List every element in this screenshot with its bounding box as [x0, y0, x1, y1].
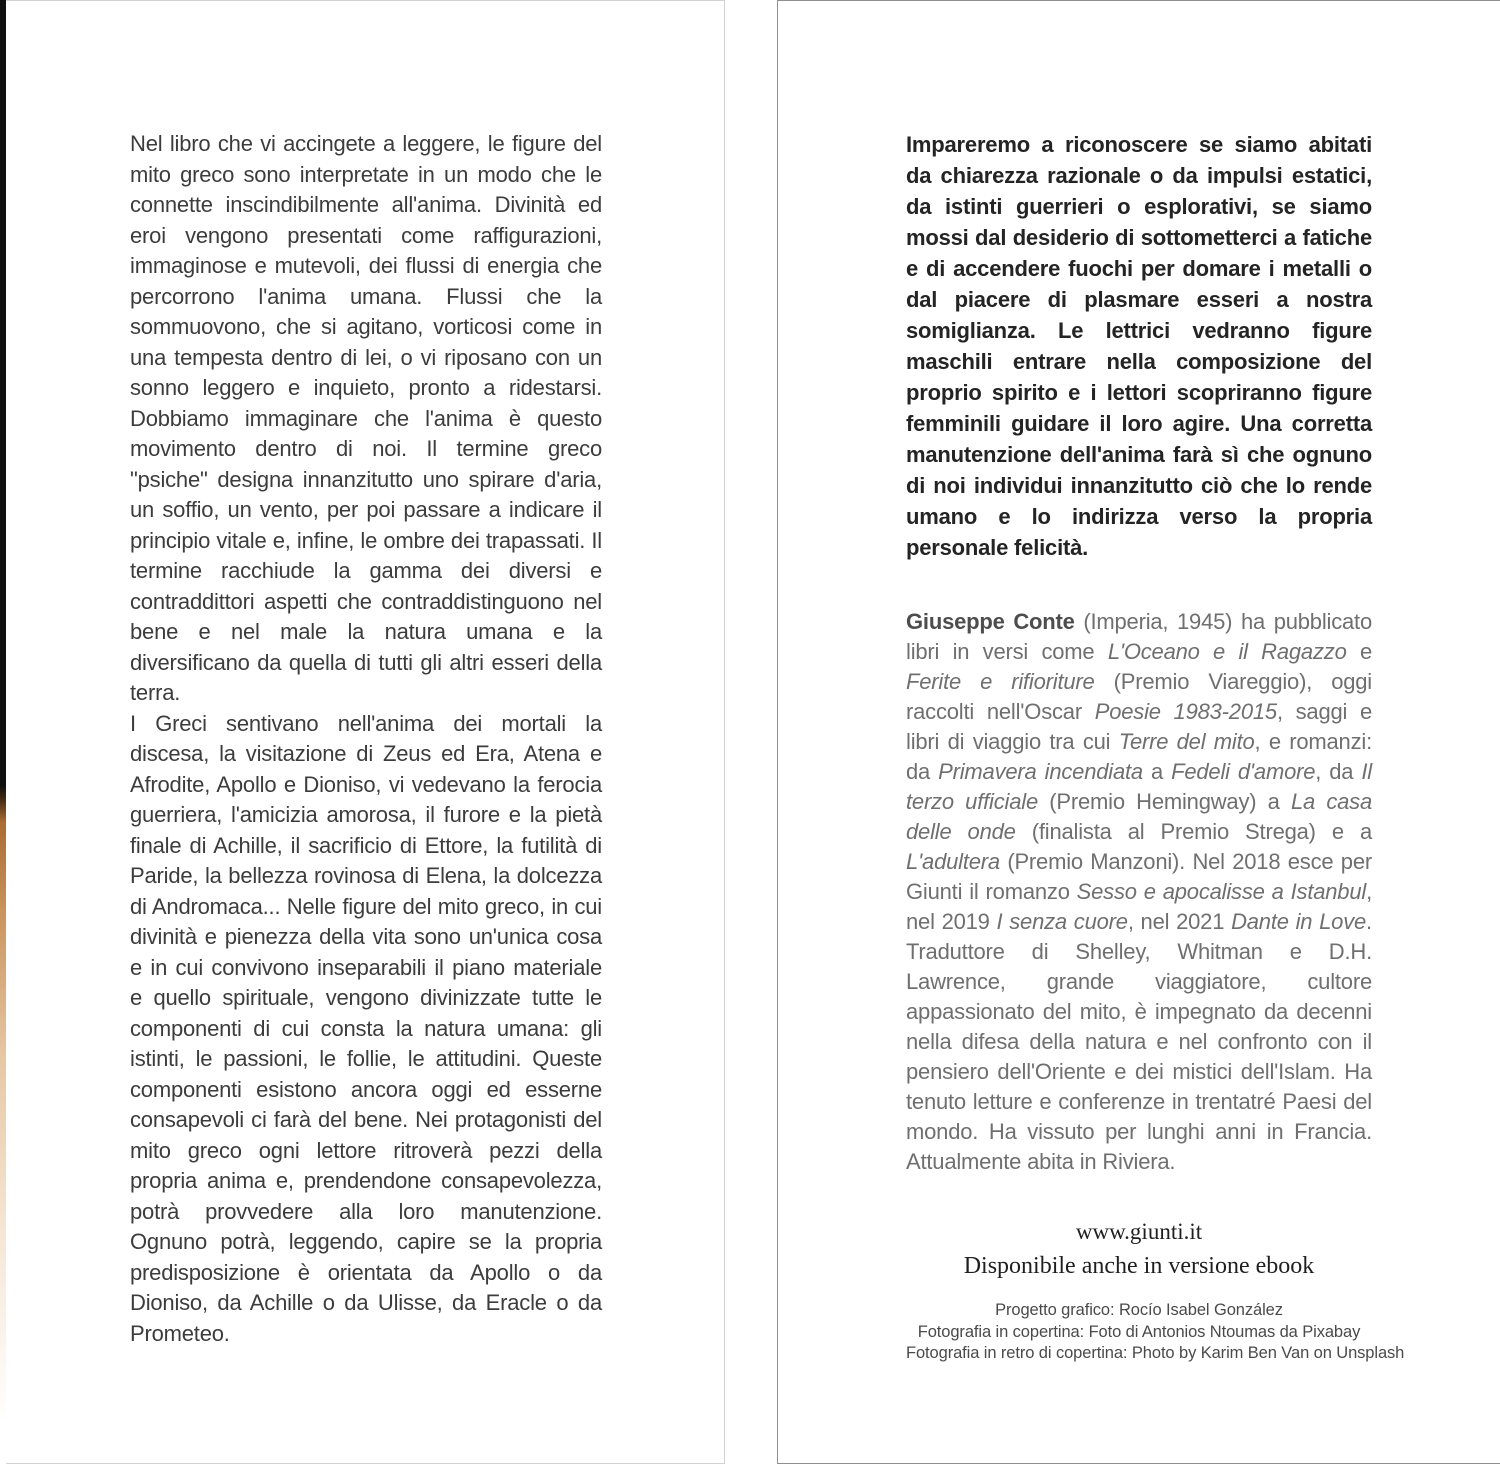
front-flap-paragraph-2: I Greci sentivano nell'anima dei mortali la discesa, la visitazione di Zeus ed Era, Atena e Afrodite, Apollo e Dioniso, vi vedevano la ferocia guerriera, l'amicizia amorosa, il furore e la pietà finale di Achille, il sacrificio di Ettore, la futilità di Paride, la bellezza rovinosa di Elena, la dolcezza di Andromaca... Nelle figure del mito greco, in cui divinità e pienezza della vita sono un'unica cosa e in cui convivono inseparabili il piano materiale e quello spirituale, vengono divinizzate tutte le componenti di cui consta la natura umana: gli istinti, le passioni, le follie, le attitudini. Queste componenti esistono ancora oggi ed esserne consapevoli ci farà del bene. Nei protagonisti del mito greco ogni lettore ritroverà pezzi della propria anima e, prendendone consapevolezza, potrà provvedere alla loro manutenzione. Ognuno potrà, leggendo, capire se la propria predisposizione è orientata da Apollo o da Dioniso, da Achille o da Ulisse, da Eracle o da Prometeo.	[130, 710, 602, 1346]
front-flap-panel	[6, 0, 725, 1464]
back-flap-intro-paragraph: Impareremo a riconoscere se siamo abitati da chiarezza razionale o da impulsi estatici, da istinti guerrieri o esplorativi, se siamo mossi dal desiderio di sottometterci a fatiche e di accendere fuochi per domare i metalli o dal piacere di plasmare esseri a nostra somiglianza. Le lettrici vedranno figure maschili entrare nella composizione del proprio spirito e i lettori scopriranno figure femminili guidare il loro agire. Una corretta manutenzione dell'anima farà sì che ognuno di noi individui innanzitutto ciò che lo rende umano e lo indirizza verso la propria personale felicità.	[906, 132, 1372, 560]
back-flap-panel	[777, 0, 1500, 1464]
credit-line-back-cover-photo: Fotografia in retro di copertina: Photo by Karim Ben Van on Unsplash	[906, 1344, 1405, 1362]
ebook-availability-note: Disponibile anche in versione ebook	[963, 1253, 1315, 1279]
front-flap-paragraph-1: Nel libro che vi accingete a leggere, le figure del mito greco sono interpretate in un modo che le connette inscindibilmente all'anima. Divinità ed eroi vengono presentati come raffigurazioni, immaginose e mutevoli, dei flussi di energia che percorrono l'anima umana. Flussi che la sommuovono, che si agitano, vorticosi come in una tempesta dentro di lei, o vi riposano con un sonno leggero e inquieto, pronto a ridestarsi. Dobbiamo immaginare che l'anima è questo movimento dentro di noi. Il termine greco "psiche" designa innanzitutto uno spirare d'aria, un soffio, un vento, per poi passare a indicare il principio vitale e, infine, le ombre dei trapassati. Il termine racchiude la gamma dei diversi e contraddittori aspetti che contraddistinguono nel bene e nel male la natura umana e la diversificano da quella di tutti gli altri esseri della terra.	[130, 131, 602, 705]
front-flap-text	[130, 129, 602, 1349]
design-photo-credits	[906, 1300, 1405, 1365]
author-bio-paragraph: Giuseppe Conte (Imperia, 1945) ha pubblicato libri in versi come L'Oceano e il Ragazzo e Ferite e rifioriture (Premio Viareggio), oggi raccolti nell'Oscar Poesie 1983-2015, saggi e libri di viaggio tra cui Terre del mito, e romanzi: da Primavera incendiata a Fedeli d'amore, da Il terzo ufficiale (Premio Hemingway) a La casa delle onde (finalista al Premio Strega) e a L'adultera (Premio Manzoni). Nel 2018 esce per Giunti il romanzo Sesso e apocalisse a Istanbul, nel 2019 I senza cuore, nel 2021 Dante in Love. Traduttore di Shelley, Whitman e D.H. Lawrence, grande viaggiatore, cultore appassionato del mito, è impegnato da decenni nella difesa della natura e nel confronto con il pensiero dell'Oriente e dei mistici dell'Islam. Ha tenuto letture e conferenze in trentatré Paesi del mondo. Ha vissuto per lunghi anni in Francia. Attualmente abita in Riviera.	[906, 609, 1373, 1174]
credit-line-graphic-design: Progetto grafico: Rocío Isabel González	[995, 1301, 1283, 1319]
back-flap-text	[906, 129, 1405, 1365]
publisher-website: www.giunti.it	[1075, 1219, 1203, 1244]
credit-line-cover-photo: Fotografia in copertina: Foto di Antonios Ntoumas da Pixabay	[917, 1322, 1361, 1341]
